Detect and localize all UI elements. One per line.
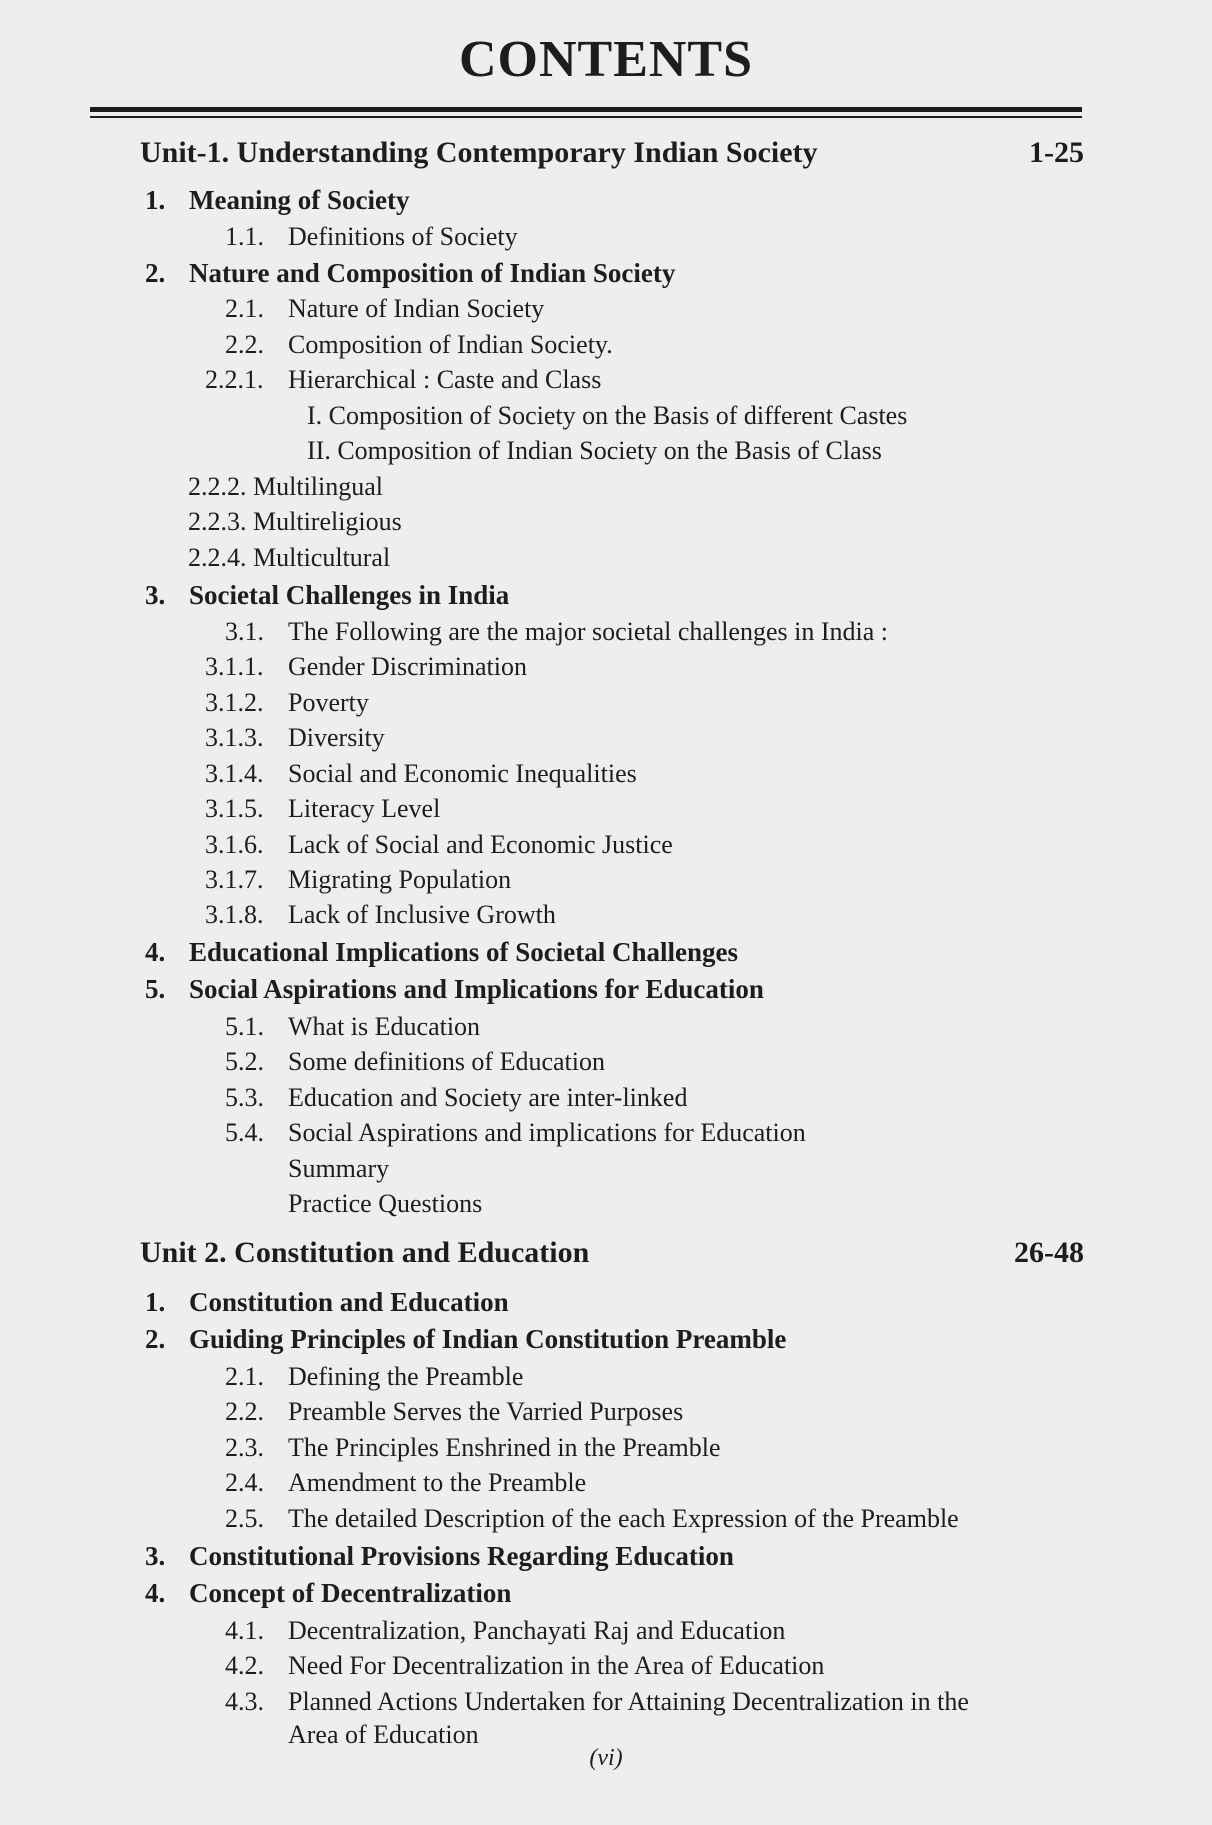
toc-subsection: 5.4. Social Aspirations and implications for Education xyxy=(225,1118,806,1147)
toc-subsubsection: 2.2.1. Hierarchical : Caste and Class xyxy=(205,365,602,394)
toc-subsection: 4.1. Decentralization, Panchayati Raj and Education xyxy=(225,1616,786,1645)
toc-subsubsection: 3.1.1. Gender Discrimination xyxy=(205,652,527,681)
toc-section: 1. Constitution and Education xyxy=(145,1287,509,1317)
toc-subsubsection: 3.1.6. Lack of Social and Economic Justice xyxy=(205,830,673,859)
toc-subsection: 5.3. Education and Society are inter-linked xyxy=(225,1083,688,1112)
toc-subsection: 2.3. The Principles Enshrined in the Preamble xyxy=(225,1433,721,1462)
toc-subsection: 5.2. Some definitions of Education xyxy=(225,1047,606,1076)
unit1-title: Unit-1. Understanding Contemporary Indian Society xyxy=(140,136,818,169)
toc-subsubsection: 3.1.4. Social and Economic Inequalities xyxy=(205,759,637,788)
toc-roman-item: I. Composition of Society on the Basis of different Castes xyxy=(307,401,908,430)
toc-summary: Summary xyxy=(288,1154,390,1183)
toc-subsection: 2.4. Amendment to the Preamble xyxy=(225,1468,587,1497)
toc-subsubsection: 2.2.3. Multireligious xyxy=(188,507,402,536)
toc-subsection: 2.2. Preamble Serves the Varried Purposes xyxy=(225,1397,684,1426)
toc-subsection: 2.1. Defining the Preamble xyxy=(225,1362,524,1391)
toc-subsection: 5.1. What is Education xyxy=(225,1012,481,1041)
toc-section: 2. Nature and Composition of Indian Society xyxy=(145,258,676,288)
page-title: CONTENTS xyxy=(458,31,754,88)
unit2-pages: 26-48 xyxy=(1014,1236,1084,1269)
unit2-title: Unit 2. Constitution and Education xyxy=(140,1236,590,1269)
toc-subsubsection: 3.1.2. Poverty xyxy=(205,688,369,717)
toc-subsection: 4.3. Planned Actions Undertaken for Attaining Decentralization in the xyxy=(225,1687,969,1716)
title-rule-thick xyxy=(90,107,1082,112)
toc-subsection: 2.5. The detailed Description of the each Expression of the Preamble xyxy=(225,1504,959,1533)
unit1-pages: 1-25 xyxy=(1029,136,1084,169)
toc-section: 2. Guiding Principles of Indian Constitution Preamble xyxy=(145,1324,787,1354)
toc-subsubsection: 3.1.7. Migrating Population xyxy=(205,865,512,894)
toc-roman-item: II. Composition of Indian Society on the Basis of Class xyxy=(307,436,882,465)
toc-practice-questions: Practice Questions xyxy=(288,1189,483,1218)
toc-subsection: 2.2. Composition of Indian Society. xyxy=(225,330,613,359)
toc-subsubsection: 3.1.3. Diversity xyxy=(205,723,385,752)
page-number: (vi) xyxy=(589,1745,623,1771)
toc-section: 3. Constitutional Provisions Regarding Education xyxy=(145,1541,734,1571)
toc-subsubsection: 2.2.4. Multicultural xyxy=(188,543,391,572)
toc-section: 1. Meaning of Society xyxy=(145,185,410,215)
toc-subsection: 3.1. The Following are the major societal challenges in India : xyxy=(225,617,888,646)
toc-subsection: 2.1. Nature of Indian Society xyxy=(225,294,545,323)
toc-subsubsection: 2.2.2. Multilingual xyxy=(188,472,383,501)
toc-subsection: 4.2. Need For Decentralization in the Area of Education xyxy=(225,1651,825,1680)
toc-subsubsection: 3.1.5. Literacy Level xyxy=(205,794,441,823)
toc-section: 4. Educational Implications of Societal Challenges xyxy=(145,937,739,967)
toc-section: 4. Concept of Decentralization xyxy=(145,1578,512,1608)
toc-subsection-continued: Area of Education xyxy=(288,1720,479,1749)
toc-section: 5. Social Aspirations and Implications for Education xyxy=(145,974,764,1004)
toc-subsubsection: 3.1.8. Lack of Inclusive Growth xyxy=(205,900,556,929)
toc-section: 3. Societal Challenges in India xyxy=(145,580,510,610)
title-rule-thin xyxy=(90,116,1082,118)
toc-subsection: 1.1. Definitions of Society xyxy=(225,222,518,251)
